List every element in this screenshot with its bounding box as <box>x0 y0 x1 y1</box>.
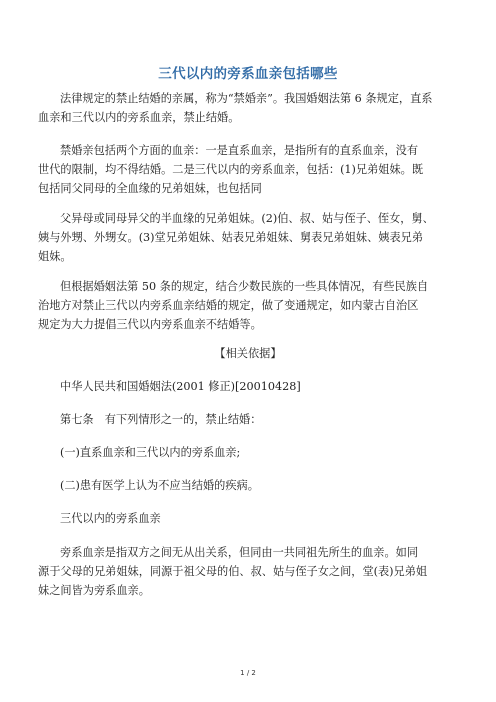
paragraph-line: 血亲和三代以内的旁系血亲，禁止结婚。 <box>38 111 240 124</box>
article-7-text: 第七条 有下列情形之一的，禁止结婚： <box>60 413 262 426</box>
paragraph-3 <box>38 209 462 266</box>
article-item-2 <box>38 476 484 495</box>
paragraph-line: 父异母或同母异父的半血缘的兄弟姐妹。(2)伯、叔、姑与侄子、侄女，舅、 <box>60 212 434 225</box>
paragraph-4 <box>38 277 462 334</box>
paragraph-line: 但根据婚姻法第 50 条的规定，结合少数民族的一些具体情况，有些民族自 <box>60 280 429 293</box>
paragraph-line: 禁婚亲包括两个方面的血亲：一是直系血亲，是指所有的直系血亲，没有 <box>60 144 419 157</box>
law-name-text: 中华人民共和国婚姻法(2001 修正)[20010428] <box>60 380 301 393</box>
paragraph-line: 包括同父同母的全血缘的兄弟姐妹，也包括同 <box>38 182 262 195</box>
paragraph-line: 源于父母的兄弟姐妹，同源于祖父母的伯、叔、姑与侄子女之间，堂(表)兄弟姐 <box>38 565 428 578</box>
related-basis-heading <box>0 344 496 363</box>
paragraph-line: 旁系血亲是指双方之间无从出关系，但同由一共同祖先所生的血亲。如同 <box>60 546 419 559</box>
paragraph-line: 姨与外甥、外甥女。(3)堂兄弟姐妹、姑表兄弟姐妹、舅表兄弟姐妹、姨表兄弟 <box>38 231 424 244</box>
paragraph-line: 规定为大力提倡三代以内旁系血亲不结婚等。 <box>38 318 262 331</box>
subheading-text: 三代以内的旁系血亲 <box>60 512 161 525</box>
paragraph-line: 法律规定的禁止结婚的亲属，称为“禁婚亲”。我国婚姻法第 6 条规定，直系 <box>60 92 433 105</box>
article-7 <box>38 410 484 429</box>
heading-text: 【相关依据】 <box>214 347 282 360</box>
article-item-1 <box>38 443 484 462</box>
paragraph-line: 妹之间皆为旁系血亲。 <box>38 584 150 597</box>
article-item-text: (二)患有医学上认为不应当结婚的疾病。 <box>60 479 259 492</box>
law-name <box>38 377 484 396</box>
paragraph-line: 治地方对禁止三代以内旁系血亲结婚的规定，做了变通规定，如内蒙古自治区 <box>38 299 419 312</box>
paragraph-line: 世代的限制，均不得结婚。二是三代以内的旁系血亲，包括：(1)兄弟姐妹。既 <box>38 163 424 176</box>
page-number: 1 / 2 <box>240 669 256 677</box>
paragraph-2 <box>38 141 462 198</box>
article-item-text: (一)直系血亲和三代以内的旁系血亲; <box>60 446 241 459</box>
paragraph-1 <box>38 89 462 127</box>
paragraph-line: 姐妹。 <box>38 250 72 263</box>
document-title: 三代以内的旁系血亲包括哪些 <box>158 66 338 82</box>
section-subheading <box>38 509 484 528</box>
paragraph-5 <box>38 543 462 600</box>
